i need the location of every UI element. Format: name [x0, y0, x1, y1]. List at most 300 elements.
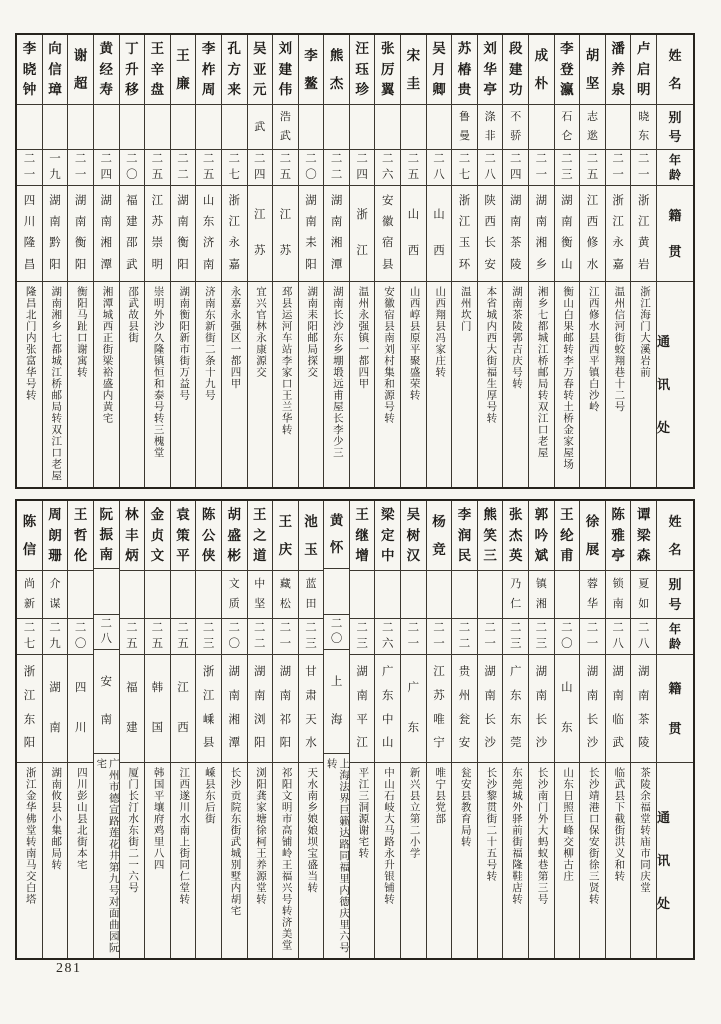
entry-alias: 石 仑 [555, 105, 580, 150]
entry-alias [324, 105, 349, 150]
entry-address [350, 763, 375, 958]
entry-column [579, 35, 605, 487]
entry-column [451, 35, 477, 487]
entry-name: 吴 树 汉 [401, 501, 426, 571]
entry-address-text: 唯宁县党部 [434, 767, 446, 825]
entry-address-text: 安徽宿县南刘村集和源号转 [383, 286, 395, 424]
entry-alias: 志 逖 [580, 105, 605, 150]
header-name-label: 姓 名 [657, 35, 693, 105]
entry-address [427, 282, 452, 487]
entry-address-text: 邳县运河车站李家口王兰华转 [280, 286, 292, 436]
entry-address [248, 282, 273, 487]
entry-age: 二 一 [478, 619, 503, 655]
header-age-label: 年 龄 [657, 619, 693, 655]
entry-name: 李 柞 周 [196, 35, 221, 105]
entry-name: 宋 圭 [401, 35, 426, 105]
entry-native: 山 东 [555, 655, 580, 763]
entry-alias [68, 571, 93, 619]
entry-address-text: 中山石岐大马路永升银铺转 [383, 767, 395, 905]
entry-column [221, 501, 247, 958]
entry-name: 杨 竞 [427, 501, 452, 571]
entry-column [374, 35, 400, 487]
entry-address-text: 山西翔县冯家庄转 [434, 286, 446, 378]
entry-address [503, 763, 528, 958]
entry-address-text: 湖南长沙东乡堋塅远甫屋长李少三 [331, 286, 343, 459]
entry-age: 二 八 [606, 619, 631, 655]
entry-column [451, 501, 477, 958]
entry-address [196, 763, 221, 958]
entry-alias: 蓝 田 [299, 571, 324, 619]
entry-alias: 锁 南 [606, 571, 631, 619]
entry-name: 王 哲 伦 [68, 501, 93, 571]
entry-name: 周 朗 珊 [43, 501, 68, 571]
entry-age: 二 五 [145, 619, 170, 655]
entry-address-text: 长沙南门外大蚂蚁巷第三号 [536, 767, 548, 905]
entry-address [452, 763, 477, 958]
entry-address [503, 282, 528, 487]
entry-age: 二 一 [580, 619, 605, 655]
entry-address [171, 282, 196, 487]
entry-address-text: 东莞城外驿前街福隆鞋店转 [510, 767, 522, 905]
entry-age: 二 〇 [299, 150, 324, 186]
entry-address-text: 湖南茶陵郭吉庆号转 [510, 286, 522, 390]
entry-column [400, 501, 426, 958]
entry-column [502, 501, 528, 958]
entry-address-text: 山西崞县原平聚盛荣转 [408, 286, 420, 401]
header-alias-label: 别 号 [657, 571, 693, 619]
entry-native: 安 南 [94, 650, 119, 754]
entry-address [427, 763, 452, 958]
entry-age: 二 二 [171, 150, 196, 186]
entry-column [170, 35, 196, 487]
entry-address-text: 湘乡七都城江桥邮局转双江口老屋 [536, 286, 548, 459]
entry-alias: 鲁 曼 [452, 105, 477, 150]
entry-native: 湖 南 耒 阳 [299, 186, 324, 282]
header-address-label: 通 讯 处 [657, 334, 671, 435]
entry-native: 江 苏 唯 宁 [427, 655, 452, 763]
entry-column [605, 501, 631, 958]
entry-address-text: 宜兴官林永康源交 [255, 286, 267, 378]
entry-age: 二 一 [273, 619, 298, 655]
entry-name: 胡 盛 彬 [222, 501, 247, 571]
entry-alias [452, 571, 477, 619]
entry-native: 湖 南 临 武 [606, 655, 631, 763]
entry-alias [94, 105, 119, 150]
entry-name: 王 庆 [273, 501, 298, 571]
entry-age: 二 五 [273, 150, 298, 186]
entry-age: 二 一 [606, 150, 631, 186]
entry-address-text: 广州市德宣路莲花井第九号对面曲园阮宅 [95, 758, 119, 954]
entry-native: 四 川 隆 昌 [17, 186, 42, 282]
entry-native: 上 海 [324, 650, 349, 754]
entry-address-text: 温州信河街蛟翔巷十二号 [613, 286, 625, 413]
entry-alias [478, 571, 503, 619]
entry-column [502, 35, 528, 487]
entry-alias [68, 105, 93, 150]
entry-native: 浙 江 永 嘉 [222, 186, 247, 282]
entry-name: 郭 吟 斌 [529, 501, 554, 571]
entry-address [43, 763, 68, 958]
entry-address [529, 282, 554, 487]
entry-column [67, 35, 93, 487]
entry-age: 二 〇 [324, 615, 349, 650]
entry-alias: 乃 仁 [503, 571, 528, 619]
entry-alias: 中 坚 [248, 571, 273, 619]
entry-age: 二 五 [401, 150, 426, 186]
header-age-label: 年 龄 [657, 150, 693, 186]
entry-column [477, 35, 503, 487]
entry-native: 浙 江 [350, 186, 375, 282]
entry-address-text: 山东日照巨峰交柳古庄 [562, 767, 574, 882]
entry-alias: 不 骄 [503, 105, 528, 150]
entry-address-text: 江西遂川水南上街同仁堂转 [178, 767, 190, 905]
entry-address [555, 763, 580, 958]
entry-native: 广 东 东 莞 [503, 655, 528, 763]
entry-native: 福 建 [120, 655, 145, 763]
entry-name: 向 信 璋 [43, 35, 68, 105]
entry-alias [555, 571, 580, 619]
entry-address [248, 763, 273, 958]
entry-name: 袁 策 平 [171, 501, 196, 571]
entry-column [298, 35, 324, 487]
entry-address [222, 763, 247, 958]
entry-alias [299, 105, 324, 150]
entry-column [144, 501, 170, 958]
entry-native: 浙 江 永 嘉 [606, 186, 631, 282]
entry-age: 二 三 [196, 619, 221, 655]
entry-native: 湖 南 湘 潭 [94, 186, 119, 282]
entry-age: 二 〇 [120, 150, 145, 186]
entry-name: 孔 方 来 [222, 35, 247, 105]
entry-native: 湖 南 茶 陵 [631, 655, 656, 763]
entry-alias [375, 571, 400, 619]
entry-native: 江 西 [171, 655, 196, 763]
entry-name: 阮 振 南 [94, 501, 119, 569]
entry-native: 山 西 [427, 186, 452, 282]
entry-address-text: 厦门长汀水东街二一六号 [127, 767, 139, 894]
entry-name: 黄 经 寿 [94, 35, 119, 105]
entry-column [272, 35, 298, 487]
entry-alias [350, 105, 375, 150]
entry-column [298, 501, 324, 958]
entry-column [17, 501, 42, 958]
entry-address-text: 嵊县东后街 [203, 767, 215, 825]
entry-native: 山 西 [401, 186, 426, 282]
entry-column [42, 35, 68, 487]
entry-age: 二 八 [94, 615, 119, 650]
entry-address-text: 四川彭山县北街本宅 [75, 767, 87, 871]
entry-address [529, 763, 554, 958]
entry-column [554, 35, 580, 487]
entry-age: 二 四 [350, 150, 375, 186]
entry-alias [401, 105, 426, 150]
entry-column [630, 35, 656, 487]
entry-alias [196, 571, 221, 619]
entry-column [17, 35, 42, 487]
entry-address-text: 长沙黎贯街二十五号转 [485, 767, 497, 882]
entry-address-text: 临武县下截街洪义和转 [613, 767, 625, 882]
entry-age: 二 五 [196, 150, 221, 186]
entry-address [452, 282, 477, 487]
entry-alias [324, 569, 349, 615]
entry-age: 二 〇 [68, 619, 93, 655]
entry-column [67, 501, 93, 958]
entry-address [273, 282, 298, 487]
entry-column [400, 35, 426, 487]
header-column [656, 501, 693, 958]
entry-native: 江 西 修 水 [580, 186, 605, 282]
entry-native: 江 苏 [273, 186, 298, 282]
entry-address [94, 282, 119, 487]
entry-native: 浙 江 玉 环 [452, 186, 477, 282]
entry-native: 湖 南 茶 陵 [503, 186, 528, 282]
entry-age: 二 一 [631, 150, 656, 186]
entry-name: 胡 坚 [580, 35, 605, 105]
entry-name: 王 廉 [171, 35, 196, 105]
entry-address-text: 平江三洞源谢宅转 [357, 767, 369, 859]
entry-age: 二 七 [17, 619, 42, 655]
entry-native: 甘 肃 天 水 [299, 655, 324, 763]
entry-address [580, 282, 605, 487]
entry-native: 浙 江 黄 岩 [631, 186, 656, 282]
entry-column [477, 501, 503, 958]
entry-alias [120, 105, 145, 150]
entry-column [349, 501, 375, 958]
entry-address [68, 763, 93, 958]
entry-alias: 武 [248, 105, 273, 150]
entry-address [43, 282, 68, 487]
entry-native: 湖 南 黔 阳 [43, 186, 68, 282]
entry-age: 二 三 [555, 150, 580, 186]
entry-age: 二 四 [503, 150, 528, 186]
entry-name: 熊 笑 三 [478, 501, 503, 571]
entry-alias: 镇 湘 [529, 571, 554, 619]
entry-native: 广 东 中 山 [375, 655, 400, 763]
entry-native: 浙 江 东 阳 [17, 655, 42, 763]
entry-alias [196, 105, 221, 150]
entry-name: 梁 定 中 [375, 501, 400, 571]
entry-address-text: 上海法界巨籁达路同福里内德庆里六号转 [325, 758, 349, 954]
entry-address [17, 763, 42, 958]
entry-address [401, 763, 426, 958]
entry-age: 二 四 [94, 150, 119, 186]
entry-name: 潘 养 泉 [606, 35, 631, 105]
entry-address [222, 282, 247, 487]
entry-address-text: 济南东新街二条十九号 [203, 286, 215, 401]
entry-column [93, 35, 119, 487]
entry-address [171, 763, 196, 958]
entry-address [375, 282, 400, 487]
entry-column [195, 501, 221, 958]
entry-address-text: 湖南湘乡七都城江桥邮局转双江口老屋 [50, 286, 62, 482]
entry-alias [427, 105, 452, 150]
entry-native: 安 徽 宿 县 [375, 186, 400, 282]
header-address-label: 通 讯 处 [657, 810, 671, 911]
entry-address [478, 282, 503, 487]
entry-native: 江 苏 崇 明 [145, 186, 170, 282]
entry-native: 湖 南 湘 乡 [529, 186, 554, 282]
entry-alias [145, 105, 170, 150]
entry-address [324, 754, 349, 958]
entry-alias: 尚 新 [17, 571, 42, 619]
entry-address [580, 763, 605, 958]
entry-column [119, 35, 145, 487]
entry-column [374, 501, 400, 958]
entry-name: 王 辛 盘 [145, 35, 170, 105]
entry-name: 谢 超 [68, 35, 93, 105]
entry-alias [171, 105, 196, 150]
entry-age: 二 八 [631, 619, 656, 655]
entry-alias: 浩 武 [273, 105, 298, 150]
entry-native: 湖 南 湘 潭 [222, 655, 247, 763]
entry-age: 二 九 [43, 619, 68, 655]
entry-name: 黄 怀 [324, 501, 349, 569]
entry-address [631, 763, 656, 958]
entry-age: 二 一 [529, 150, 554, 186]
entry-column [323, 35, 349, 487]
entry-age: 二 四 [248, 150, 273, 186]
entry-alias [529, 105, 554, 150]
entry-name: 李 润 民 [452, 501, 477, 571]
entry-name: 徐 展 [580, 501, 605, 571]
entry-column [349, 35, 375, 487]
entry-alias: 蓉 华 [580, 571, 605, 619]
entry-column [93, 501, 119, 958]
entry-address-text: 韩国平壤府鸡里八四 [152, 767, 164, 871]
entry-age: 二 七 [452, 150, 477, 186]
header-column [656, 35, 693, 487]
entry-name: 池 玉 [299, 501, 324, 571]
entry-name: 张 厉 翼 [375, 35, 400, 105]
entry-address-text: 新兴县立第二小学 [408, 767, 420, 859]
entry-age: 二 八 [478, 150, 503, 186]
entry-address-text: 浙江海门大溪岩前 [638, 286, 650, 378]
entry-address-text: 温州坎门 [459, 286, 471, 332]
entry-address-text: 崇明外沙久隆镇恒和泰号转三槐堂 [152, 286, 164, 459]
entry-alias: 介 谋 [43, 571, 68, 619]
entry-address [555, 282, 580, 487]
entry-alias [222, 105, 247, 150]
entry-column [144, 35, 170, 487]
entry-alias [350, 571, 375, 619]
entry-name: 丁 升 移 [120, 35, 145, 105]
entry-native: 江 苏 [248, 186, 273, 282]
entry-age: 二 六 [375, 150, 400, 186]
entry-alias [43, 105, 68, 150]
entry-name: 吴 亚 元 [248, 35, 273, 105]
entry-alias [145, 571, 170, 619]
entry-address-text: 祁阳文明市高铺岭王福兴号转济美堂 [280, 767, 292, 951]
entry-address [375, 763, 400, 958]
entry-column [119, 501, 145, 958]
entry-address-text: 隆昌北门内张富华号转 [24, 286, 36, 401]
entry-alias: 夏 如 [631, 571, 656, 619]
entry-address [120, 282, 145, 487]
entry-native: 湖 南 长 沙 [529, 655, 554, 763]
entry-age: 二 二 [248, 619, 273, 655]
entry-age: 二 〇 [555, 619, 580, 655]
entry-name: 成 朴 [529, 35, 554, 105]
entry-alias [606, 105, 631, 150]
entry-native: 湖 南 长 沙 [580, 655, 605, 763]
entry-alias [427, 571, 452, 619]
entry-address-text: 茶陵余福堂转庙市同庆堂 [638, 767, 650, 894]
entry-column [554, 501, 580, 958]
entry-native: 湖 南 衡 山 [555, 186, 580, 282]
entry-address-text: 瓮安县教育局转 [459, 767, 471, 848]
entry-address [350, 282, 375, 487]
entry-name: 汪 珏 珍 [350, 35, 375, 105]
entry-column [630, 501, 656, 958]
entry-native: 浙 江 嵊 县 [196, 655, 221, 763]
entry-address [324, 282, 349, 487]
entry-column [195, 35, 221, 487]
entry-address [606, 763, 631, 958]
entry-alias: 文 质 [222, 571, 247, 619]
entry-name: 王 之 道 [248, 501, 273, 571]
directory-table-top [15, 33, 695, 489]
entry-age: 二 三 [529, 619, 554, 655]
directory-table-bottom [15, 499, 695, 960]
entry-address [478, 763, 503, 958]
entry-age: 二 三 [350, 619, 375, 655]
entry-name: 张 杰 英 [503, 501, 528, 571]
entry-address [631, 282, 656, 487]
entry-column [247, 35, 273, 487]
entry-column [272, 501, 298, 958]
entry-name: 段 建 功 [503, 35, 528, 105]
entry-address [145, 763, 170, 958]
entry-age: 二 一 [68, 150, 93, 186]
entry-column [605, 35, 631, 487]
entry-column [426, 501, 452, 958]
entry-address-text: 永嘉永强区一都四甲 [229, 286, 241, 390]
entry-name: 陈 信 [17, 501, 42, 571]
entry-name: 陈 雅 亭 [606, 501, 631, 571]
entry-name: 林 丰 炳 [120, 501, 145, 571]
entry-native: 福 建 邵 武 [120, 186, 145, 282]
page-number: 281 [56, 961, 82, 976]
entry-address-text: 浏阳龚家塘徐柯王养源堂转 [255, 767, 267, 905]
entry-address-text: 湘潭城西正街梁裕盛内黄宅 [101, 286, 113, 424]
entry-column [221, 35, 247, 487]
entry-age: 二 三 [503, 619, 528, 655]
entry-age: 二 二 [452, 619, 477, 655]
entry-address [273, 763, 298, 958]
entry-native: 湖 南 衡 阳 [68, 186, 93, 282]
header-alias-label: 别 号 [657, 105, 693, 150]
entry-address-text: 长沙贡院东街武城别墅内胡宅 [229, 767, 241, 917]
entry-age: 二 一 [17, 150, 42, 186]
entry-native: 山 东 济 南 [196, 186, 221, 282]
entry-name: 刘 建 伟 [273, 35, 298, 105]
entry-address [94, 754, 119, 958]
entry-alias [375, 105, 400, 150]
entry-address [120, 763, 145, 958]
entry-native: 四 川 [68, 655, 93, 763]
entry-native: 贵 州 瓮 安 [452, 655, 477, 763]
entry-address-text: 衡山白果邮转李万春转土桥金家屋场 [562, 286, 574, 470]
entry-column [42, 501, 68, 958]
entry-age: 二 六 [375, 619, 400, 655]
entry-address-text: 衡阳马趾口谢寓转 [75, 286, 87, 378]
entry-address [68, 282, 93, 487]
entry-column [528, 35, 554, 487]
entry-name: 刘 华 亭 [478, 35, 503, 105]
entry-native: 陕 西 长 安 [478, 186, 503, 282]
entry-name: 谭 梁 森 [631, 501, 656, 571]
entry-native: 湖 南 祁 阳 [273, 655, 298, 763]
